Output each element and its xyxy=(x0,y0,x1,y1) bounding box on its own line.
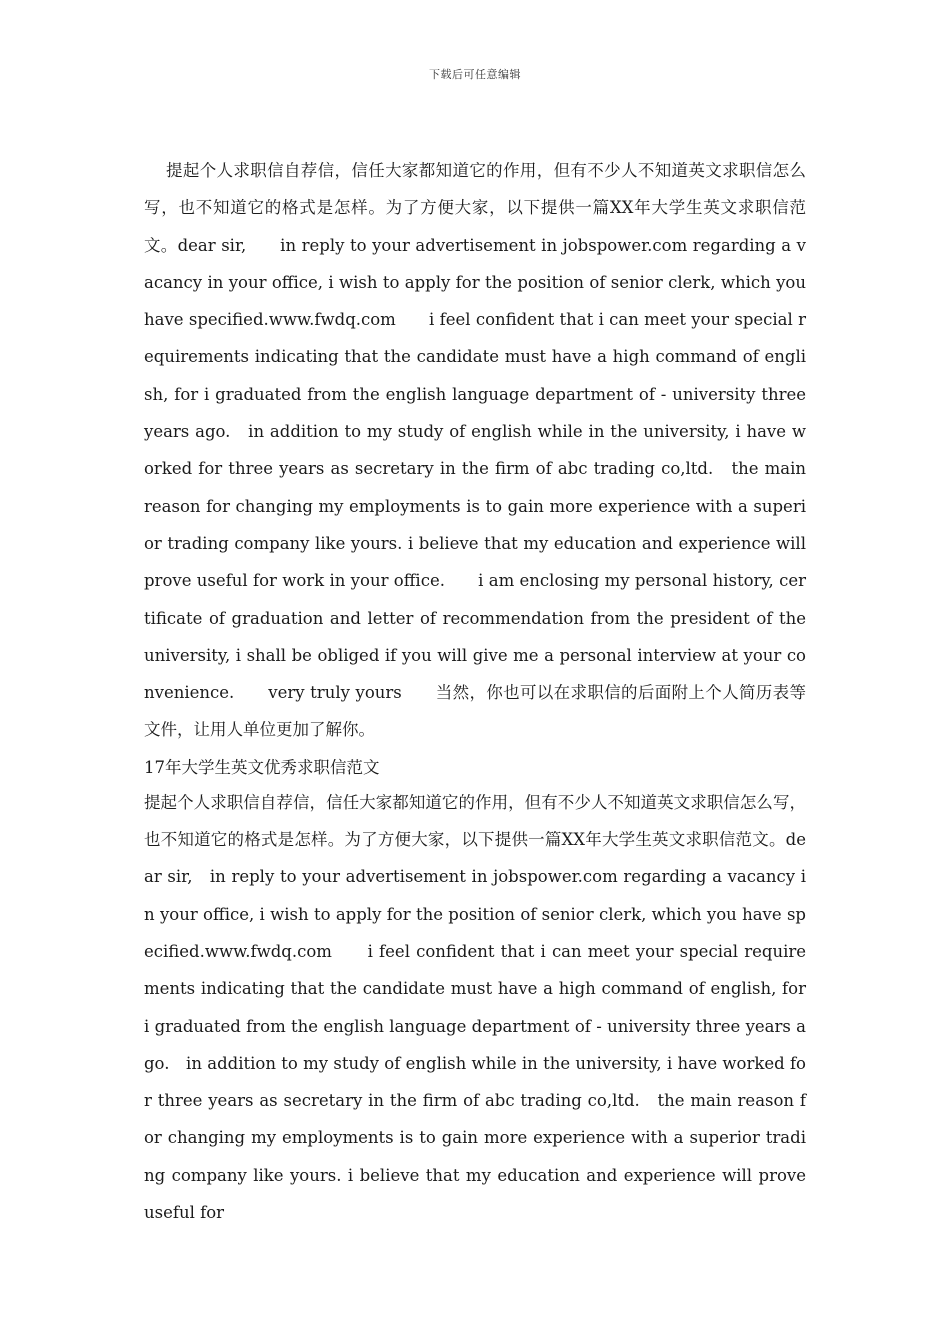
paragraph-body: 提起个人求职信自荐信，信任大家都知道它的作用，但有不少人不知道英文求职信怎么写，也不知道它的格式是怎样。为了方便大家，以下提供一篇XX年大学生英文求职信范文。dear sir, in reply to your advertisement in jobspower.com regarding a vacancy in your office, i wish to apply for the position of senior clerk, which you have specified.www.fwdq.com i feel confident that i can meet your special requirements indicating that the candidate must have a high command of english, for i graduated from the english language department of - university three years ago. in addition to my study of english while in the university, i have worked for three years as secretary in the firm of abc trading co,ltd. the main reason for changing my employments is to gain more experience with a superior trading company like yours. i believe that my education and experience will prove useful for xyxy=(144,792,806,1223)
document-body xyxy=(144,152,806,1231)
header-note: 下载后可任意编辑 xyxy=(429,68,521,81)
section-heading: 17年大学生英文优秀求职信范文 xyxy=(144,757,380,777)
paragraph-intro: 提起个人求职信自荐信，信任大家都知道它的作用，但有不少人不知道英文求职信怎么写，也不知道它的格式是怎样。为了方便大家，以下提供一篇XX年大学生英文求职信范文。dear sir, in reply to your advertisement in jobspower.com regarding a vacancy in your office, i wish to apply for the position of senior clerk, which you have specified.www.fwdq.com i feel confident that i can meet your special requirements indicating that the candidate must have a high command of english, for i graduated from the english language department of - university three years ago. in addition to my study of english while in the university, i have worked for three years as secretary in the firm of abc trading co,ltd. the main reason for changing my employments is to gain more experience with a superior trading company like yours. i believe that my education and experience will prove useful for work in your office. i am enclosing my personal history, certificate of graduation and letter of recommendation from the president of the university, i shall be obliged if you will give me a personal interview at your convenience. very truly yours 当然，你也可以在求职信的后面附上个人简历表等文件，让用人单位更加了解你。 xyxy=(144,161,806,740)
